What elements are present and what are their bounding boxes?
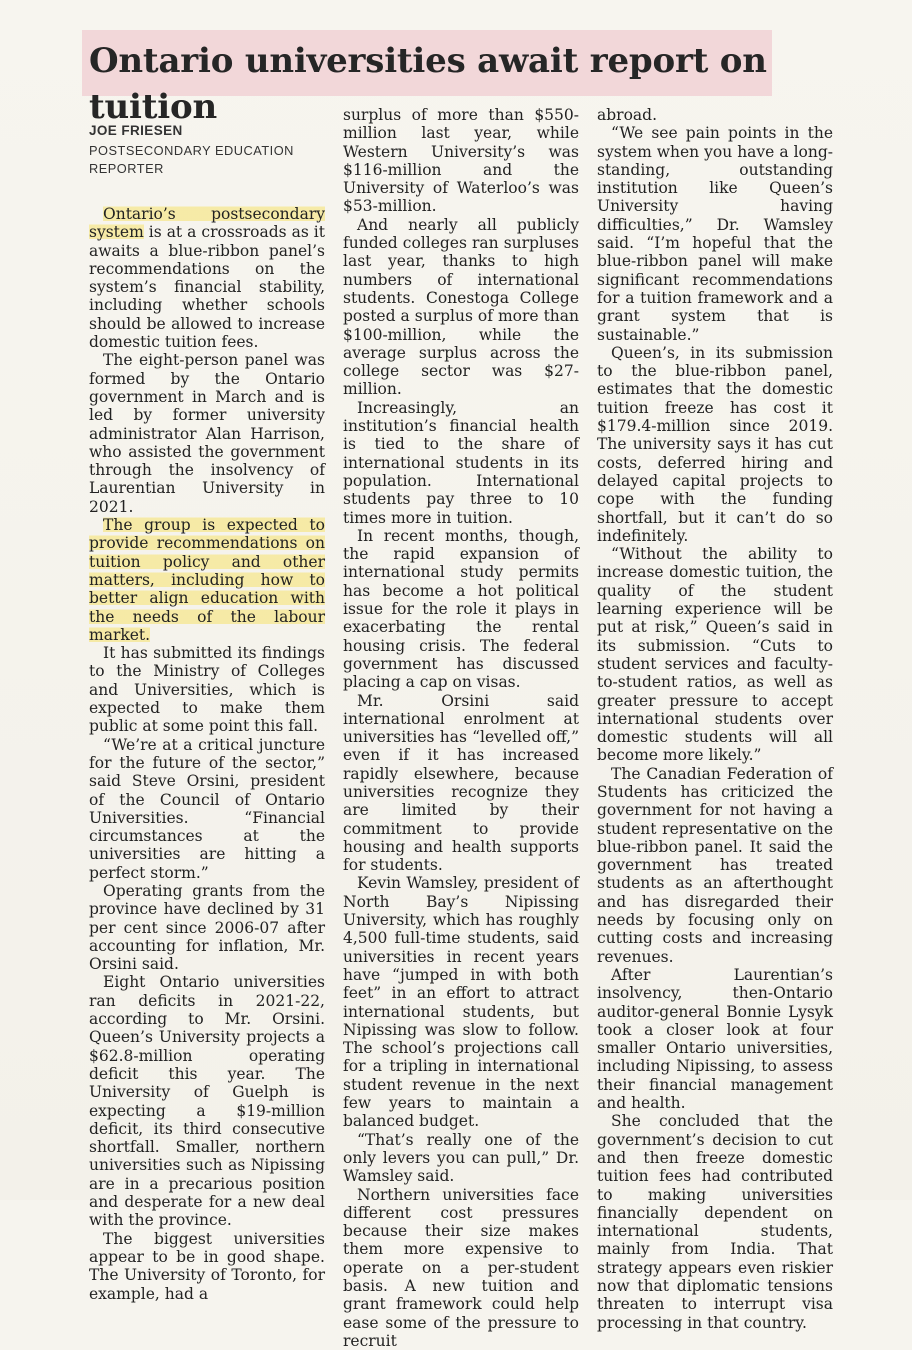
paragraph: [89, 205, 325, 351]
paragraph: The eight-person panel was formed by the Ontario government in March and is led by former university administrator Alan Harrison, who assisted the government through the insolvency of Laurentian University in 2021.: [89, 351, 325, 516]
paragraph: surplus of more than $550-million last year, while Western University’s was $116-million and the University of Waterloo’s was $53-million.: [343, 106, 579, 216]
paragraph: [89, 516, 325, 644]
article-column-1: [89, 205, 325, 1303]
paragraph-text: including whether schools should be allowed to increase domestic tuition fees.: [89, 296, 325, 352]
article-column-2: [343, 106, 579, 1350]
article-column-3: [597, 106, 833, 1332]
paragraph: Northern universities face different cost pressures because their size makes them more expensive to operate on a per-student basis. A new tuition and grant framework could help ease some of the pressure to recruit: [343, 1185, 579, 1350]
paragraph: abroad.: [597, 106, 657, 124]
paragraph: The biggest universities appear to be in good shape. The University of Toronto, for example, had a: [89, 1229, 325, 1303]
paragraph: Eight Ontario universities ran deficits in 2021-22, according to Mr. Orsini. Queen’s University projects a $62.8-million operating deficit this year. The University of Guelph is expecting a $19-million deficit, its third consecutive shortfall. Smaller, northern universities such as Nipissing are in a precarious position and desperate for a new deal with the province.: [89, 973, 325, 1230]
paragraph: “Without the ability to increase domestic tuition, the quality of the student learning experience will be put at risk,” Queen’s said in its submission. “Cuts to student services and faculty-to-student ratios, as well as greater pressure to accept international students over domestic students will all become more likely.”: [597, 545, 833, 765]
paragraph: Operating grants from the province have declined by 31 per cent since 2006-07 after accounting for inflation, Mr. Orsini said.: [89, 881, 325, 974]
paragraph: It has submitted its findings to the Ministry of Colleges and Universities, which is expected to make them public at some point this fall.: [89, 644, 325, 736]
highlighted-text: Ontario’s postsecondary system: [89, 205, 325, 242]
headline: Ontario universities await report on tuition: [89, 41, 767, 127]
paragraph: Queen’s, in its submission to the blue-ribbon panel, estimates that the domestic tuition freeze has cost it $179.4-million since 2019. The university says it has cut costs, deferred hiring and delayed capital projects to cope with the funding shortfall, but it can’t do so indefinitely.: [597, 343, 833, 545]
paragraph: Mr. Orsini said international enrolment at universities has “levelled off,” even if it has increased rapidly elsewhere, because universities recognize they are limited by their commitment to provide housing and health supports for students.: [343, 691, 579, 875]
paragraph: And nearly all publicly funded colleges ran surpluses last year, thanks to high numbers of international students. Conestoga College posted a surplus of more than $100-million, while the average surplus across the college sector was $27-million.: [343, 215, 579, 399]
paragraph: Kevin Wamsley, president of North Bay’s Nipissing University, which has roughly 4,500 full-time students, said universities in recent years have “jumped in with both feet” in an effort to attract international students, but Nipissing was slow to follow. The school’s projections call for a tripling in international student revenue in the next few years to maintain a balanced budget.: [343, 874, 579, 1131]
paragraph: “We’re at a critical juncture for the future of the sector,” said Steve Orsini, president of the Council of Ontario Universities. “Financial circumstances at the universities are hitting a perfect storm.”: [89, 735, 325, 882]
paragraph: The Canadian Federation of Students has criticized the government for not having a student representative on the blue-ribbon panel. It said the government has treated students as an afterthought and has disregarded their needs by focusing only on cutting costs and increasing revenues.: [597, 764, 833, 966]
byline-role: POSTSECONDARY EDUCATION REPORTER: [89, 143, 294, 176]
paragraph: In recent months, though, the rapid expansion of international study permits has become a hot political issue for the role it plays in exacerbating the rental housing crisis. The federal government has discussed placing a cap on visas.: [343, 526, 579, 692]
byline: [89, 122, 324, 178]
highlighted-text: The group is expected to provide recommendations on tuition policy and other matters, including how to better align education with the needs of the labour market.: [89, 516, 325, 644]
paragraph: She concluded that the government’s decision to cut and then freeze domestic tuition fees had contributed to making universities financially dependent on international students, mainly from India. That strategy appears even riskier now that diplomatic tensions threaten to interrupt visa processing in that country.: [597, 1112, 833, 1332]
paragraph: After Laurentian’s insolvency, then-Ontario auditor-general Bonnie Lysyk took a closer look at four smaller Ontario universities, including Nipissing, to assess their financial management and health.: [597, 965, 833, 1113]
paragraph: Increasingly, an institution’s financial health is tied to the share of international students in its population. International students pay three to 10 times more in tuition.: [343, 398, 579, 527]
byline-author: JOE FRIESEN: [89, 123, 183, 138]
paragraph: “We see pain points in the system when you have a long-standing, outstanding institution like Queen’s University having difficulties,” Dr. Wamsley said. “I’m hopeful that the blue-ribbon panel will make significant recommendations for a tuition framework and a grant system that is sustainable.”: [597, 124, 833, 344]
paragraph-text: is at a crossroads as it awaits a blue-ribbon panel’s recommendations on the system’s financial stability,: [89, 223, 325, 297]
paragraph: “That’s really one of the only levers you can pull,” Dr. Wamsley said.: [343, 1130, 579, 1186]
